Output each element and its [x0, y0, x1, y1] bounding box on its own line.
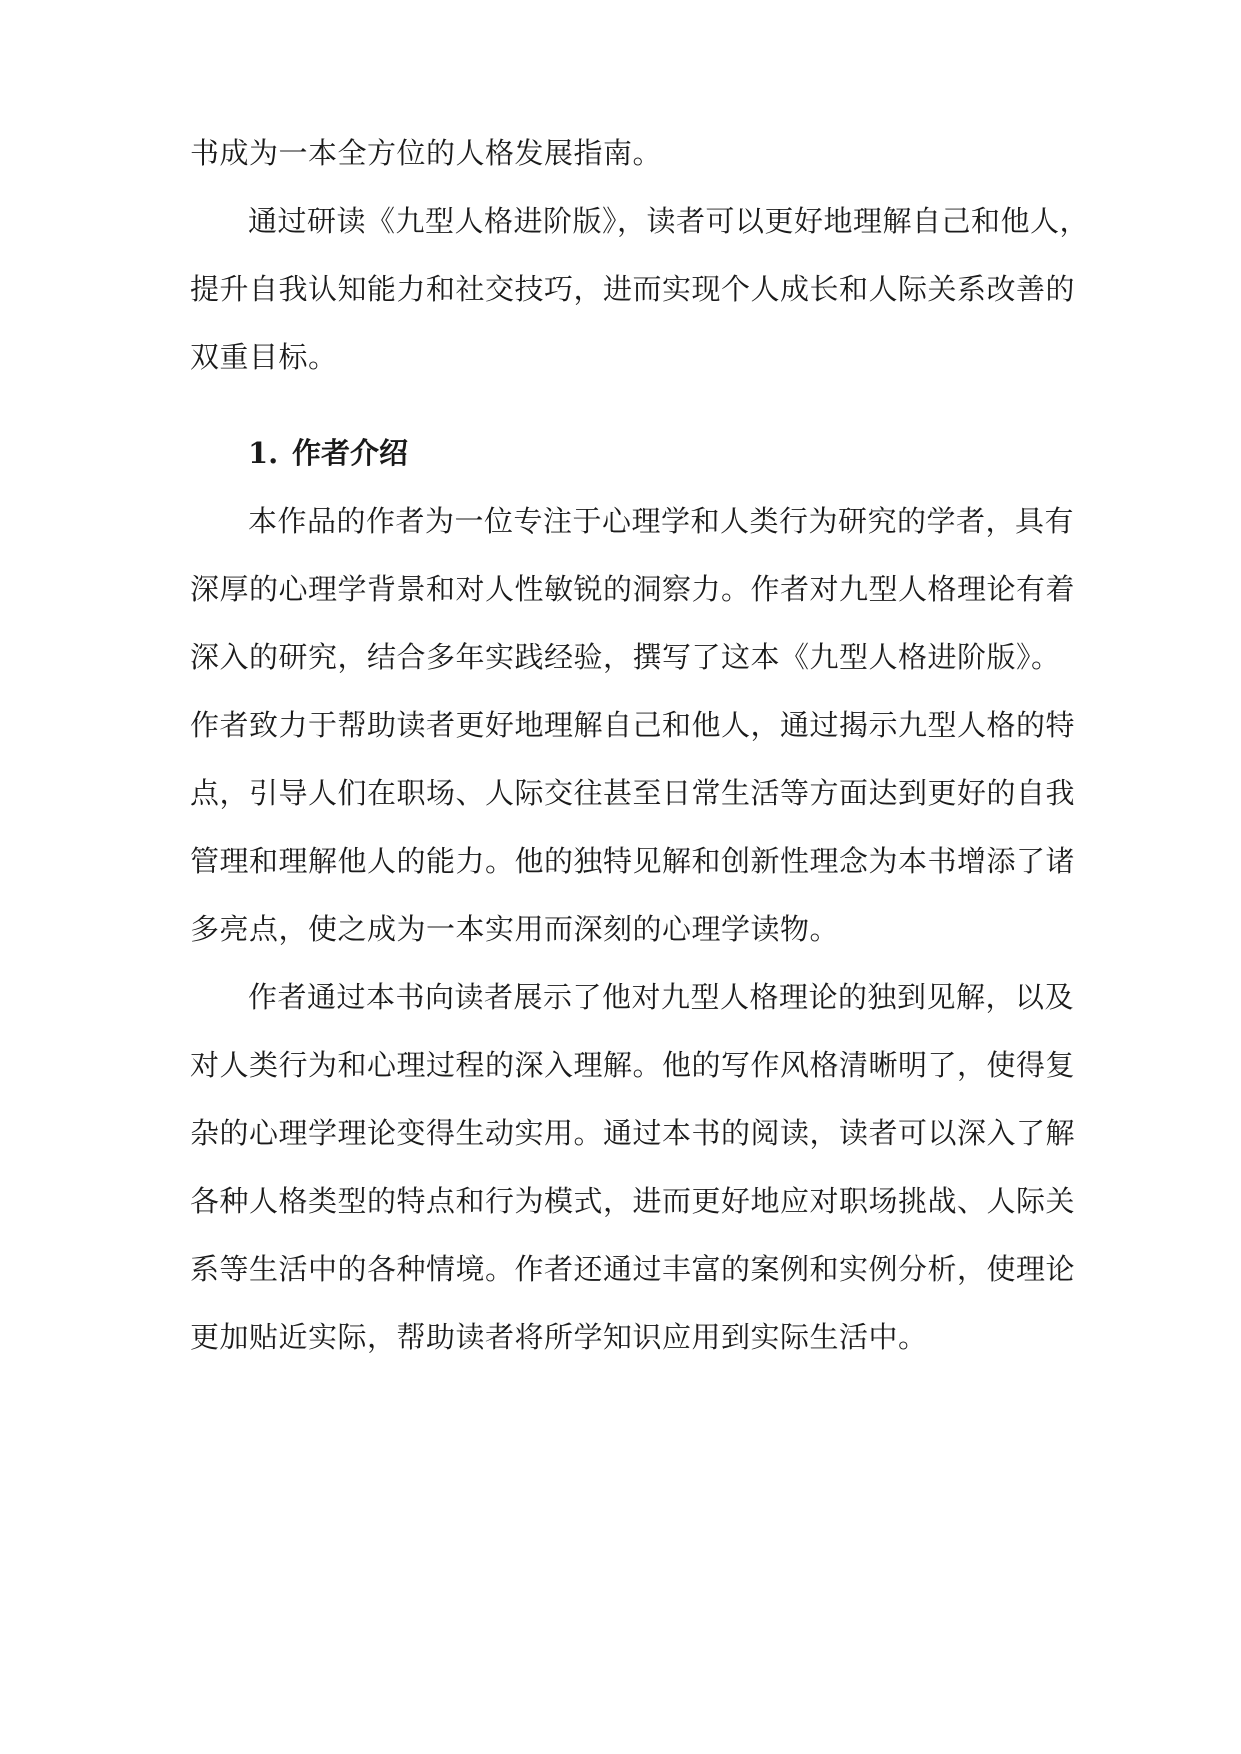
paragraph-line: 更加贴近实际，帮助读者将所学知识应用到实际生活中。 — [190, 1320, 928, 1354]
paragraph-line: 作者致力于帮助读者更好地理解自己和他人，通过揭示九型人格的特 — [190, 708, 1076, 742]
paragraph-line: 各种人格类型的特点和行为模式，进而更好地应对职场挑战、人际关 — [190, 1184, 1076, 1218]
paragraph-line: 提升自我认知能力和社交技巧，进而实现个人成长和人际关系改善的 — [190, 272, 1076, 306]
section-number: 1. — [248, 436, 279, 470]
paragraph-line: 书成为一本全方位的人格发展指南。 — [190, 136, 663, 170]
paragraph-line: 多亮点，使之成为一本实用而深刻的心理学读物。 — [190, 912, 840, 946]
paragraph-line: 杂的心理学理论变得生动实用。通过本书的阅读，读者可以深入了解 — [190, 1116, 1076, 1150]
paragraph-line: 深入的研究，结合多年实践经验，撰写了这本《九型人格进阶版》。 — [190, 640, 1061, 674]
paragraph-line: 双重目标。 — [190, 340, 338, 374]
section-title: 作者介绍 — [292, 436, 409, 470]
paragraph-line: 深厚的心理学背景和对人性敏锐的洞察力。作者对九型人格理论有着 — [190, 572, 1076, 606]
paragraph-line: 本作品的作者为一位专注于心理学和人类行为研究的学者，具有 — [248, 504, 1075, 538]
paragraph-line: 作者通过本书向读者展示了他对九型人格理论的独到见解，以及 — [248, 980, 1075, 1014]
paragraph-line: 管理和理解他人的能力。他的独特见解和创新性理念为本书增添了诸 — [190, 844, 1076, 878]
paragraph-line: 系等生活中的各种情境。作者还通过丰富的案例和实例分析，使理论 — [190, 1252, 1076, 1286]
section-heading — [248, 433, 408, 473]
paragraph-line: 通过研读《九型人格进阶版》，读者可以更好地理解自己和他人， — [248, 204, 1090, 238]
paragraph-line: 点，引导人们在职场、人际交往甚至日常生活等方面达到更好的自我 — [190, 776, 1076, 810]
paragraph-line: 对人类行为和心理过程的深入理解。他的写作风格清晰明了，使得复 — [190, 1048, 1076, 1082]
